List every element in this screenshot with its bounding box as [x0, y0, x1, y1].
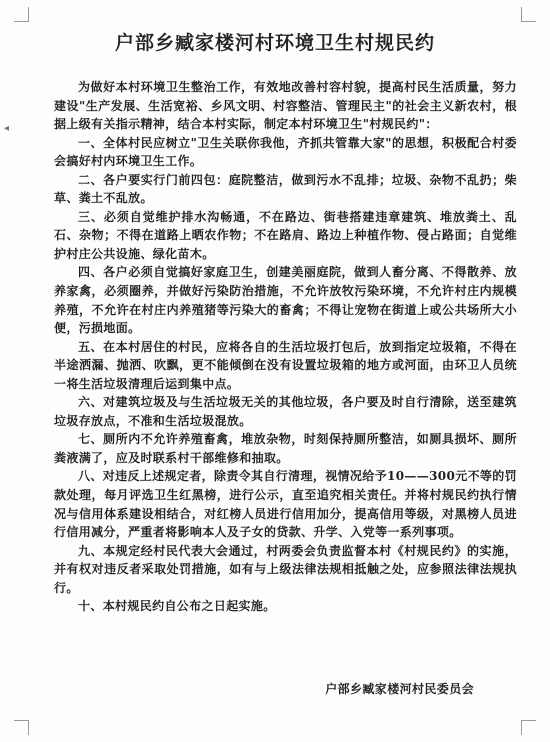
intro-paragraph: 为做好本村环境卫生整治工作，有效地改善村容村貌，提高村民生活质量，努力建设"生产发展、生活宽裕、乡风文明、村容整洁、管理民主"的社会主义新农村，根据上级有关指示精神，结合本村实际，制定本村环境卫生"村规民约"： [54, 80, 517, 132]
crop-mark-bottom-right [521, 720, 536, 735]
rule-paragraph-3: 三、必须自觉维护排水沟畅通，不在路边、街巷搭建违章建筑、堆放粪土、乱石、杂物；不得在道路上晒农作物；不在路肩、路边上种植作物、侵占路面；自觉维护村庄公共设施、绿化苗木。 [54, 209, 517, 261]
rule-paragraph-2: 二、各户要实行门前四包：庭院整洁，做到污水不乱排；垃圾、杂物不乱扔；柴草、粪土不乱放。 [54, 172, 517, 206]
rule-paragraph-7: 七、厕所内不允许养殖畜禽，堆放杂物，时刻保持厕所整洁，如厕具损坏、厕所粪液满了，应及时联系村干部维修和抽取。 [54, 432, 517, 465]
rule-paragraph-9: 九、本规定经村民代表大会通过，村两委会负责监督本村《村规民约》的实施，并有权对违反者采取处罚措施，如有与上级法律法规相抵触之处，应参照法律法规执行。 [54, 543, 517, 595]
rule-paragraph-4: 四、各户必须自觉搞好家庭卫生，创建美丽庭院，做到人畜分离、不得散养、放养家禽，必须圈养，并做好污染防治措施，不允许放牧污染环境，不允许村庄内规模养殖，不允许在村庄内养殖猪等污染大的畜禽；不得让宠物在街道上或公共场所大小便，污损地面。 [54, 265, 517, 336]
crop-mark-top-left [14, 7, 29, 22]
rule-paragraph-5: 五、在本村居住的村民，应将各自的生活垃圾打包后，放到指定垃圾箱，不得在半途洒漏、抛洒、吹飘，更不能倾倒在没有设置垃圾箱的地方或河面，由环卫人员统一将生活垃圾清理后运到集中点。 [54, 339, 517, 391]
crop-mark-top-right [521, 7, 536, 22]
crop-mark-bottom-left [14, 720, 29, 735]
document-body [54, 78, 517, 616]
rule-paragraph-10: 十、本村规民约自公布之日起实施。 [78, 599, 276, 614]
margin-arrow-icon: ◂ [4, 123, 10, 134]
rule-paragraph-8: 八、对违反上述规定者，除责令其自行清理，视情况给予10——300元不等的罚款处理，每月评选卫生红黑榜，进行公示，直至追究相关责任。并将村规民约执行情况与信用体系建设相结合，对红榜人员进行信用加分，提高信用等级，对黑榜人员进行信用减分，严重者将影响本人及子女的贷款、升学、入党等一系列事项。 [54, 469, 517, 540]
rule-paragraph-6: 六、对建筑垃圾及与生活垃圾无关的其他垃圾，各户要及时自行清除，送至建筑垃圾存放点，不准和生活垃圾混放。 [54, 395, 517, 428]
signature: 户部乡臧家楼河村民委员会 [325, 682, 474, 696]
rule-paragraph-1: 一、全体村民应树立"卫生关联你我他，齐抓共管靠大家"的思想，积极配合村委会搞好村内环境卫生工作。 [54, 135, 517, 169]
document-title: 户部乡臧家楼河村环境卫生村规民约 [114, 32, 435, 54]
